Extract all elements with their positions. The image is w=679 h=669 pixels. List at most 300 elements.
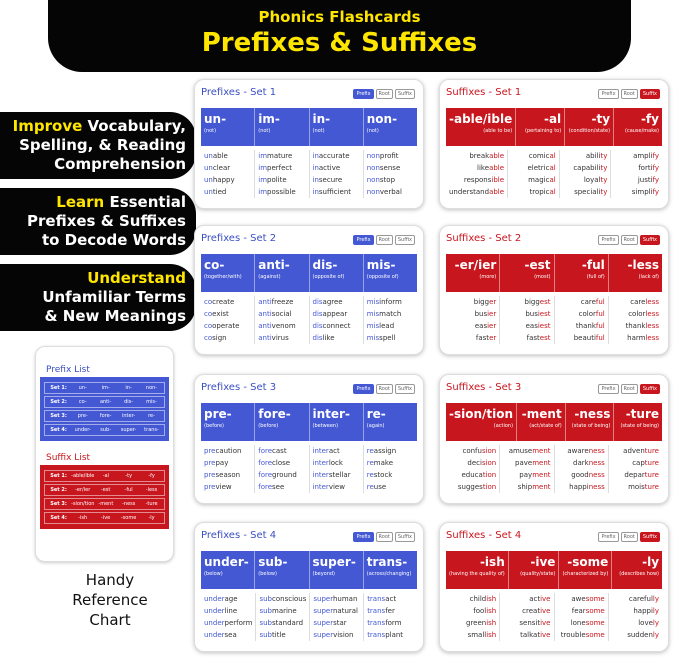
word-suffix: est	[539, 334, 551, 342]
word-column	[446, 445, 500, 493]
word-column	[364, 296, 417, 344]
example-word	[259, 629, 306, 641]
reference-row	[44, 498, 165, 510]
example-word	[313, 469, 360, 481]
example-word	[503, 457, 550, 469]
affix-meaning: (pertaining to)	[525, 128, 562, 134]
affix-meaning: (action)	[493, 423, 514, 429]
example-word	[449, 593, 496, 605]
affix-column	[609, 254, 662, 292]
set-label: Set 1:	[50, 473, 67, 479]
word-root: loyal	[583, 176, 601, 184]
affix-column	[201, 254, 255, 292]
word-root: eas	[474, 322, 488, 330]
legend-prefix: Prefix	[353, 384, 373, 394]
affix-meaning: (beyond)	[312, 571, 336, 577]
example-word	[558, 457, 605, 469]
word-suffix: less	[645, 298, 659, 306]
word-root: stop	[379, 176, 396, 184]
affix-column	[310, 551, 364, 589]
prefix-flashcard	[194, 79, 424, 209]
word-prefix: re	[366, 447, 374, 455]
example-word	[612, 617, 659, 629]
affix-column	[446, 403, 517, 441]
affix-meaning: (describes how)	[619, 571, 660, 577]
word-prefix: under	[204, 595, 225, 603]
word-suffix: al	[549, 152, 556, 160]
word-root: confu	[462, 447, 482, 455]
word-root: act	[385, 595, 397, 603]
word-column	[611, 150, 662, 198]
word-suffix: ture	[644, 471, 659, 479]
example-word	[313, 457, 360, 469]
word-prefix: im	[258, 176, 268, 184]
word-root: create	[212, 298, 235, 306]
word-suffix: ier	[487, 310, 497, 318]
word-root: possible	[267, 188, 296, 196]
example-word	[367, 332, 414, 344]
word-prefix: inter	[312, 447, 329, 455]
word-column	[201, 296, 255, 344]
word-root: able	[212, 152, 228, 160]
word-column	[500, 445, 554, 493]
affix-item: sub-	[100, 427, 112, 433]
affix-meaning: (below)	[204, 571, 223, 577]
caption-line: Reference	[72, 591, 148, 609]
example-word	[449, 162, 504, 174]
word-root: eletric	[527, 164, 550, 172]
word-prefix: non	[366, 164, 380, 172]
word-prefix: non	[366, 176, 380, 184]
set-label: Set 2:	[50, 399, 67, 405]
affix-heading: -sion/tion	[449, 407, 514, 421]
affix-item: dis-	[124, 399, 134, 405]
word-suffix: ful	[595, 310, 605, 318]
example-word	[558, 296, 605, 308]
word-prefix: inter	[312, 459, 329, 467]
set-label: Set 3:	[50, 501, 67, 507]
example-word	[313, 332, 360, 344]
affix-column	[364, 254, 417, 292]
legend-root: Root	[621, 235, 638, 245]
word-root: sugges	[457, 483, 483, 491]
word-suffix: sion	[481, 447, 497, 455]
word-column	[609, 445, 662, 493]
word-column	[555, 296, 609, 344]
example-word	[258, 186, 305, 198]
example-word	[313, 481, 360, 493]
word-suffix: ment	[532, 459, 551, 467]
word-root: sudden	[627, 631, 653, 639]
word-prefix: super	[313, 595, 333, 603]
word-root: assign	[373, 447, 397, 455]
word-suffix: er	[489, 334, 497, 342]
affix-heading: sub-	[258, 555, 288, 569]
word-suffix: al	[549, 176, 556, 184]
word-root: bus	[474, 310, 488, 318]
word-prefix: trans	[367, 631, 386, 639]
word-root: happi	[569, 483, 589, 491]
affix-item: -er/ier	[75, 487, 91, 493]
word-list	[201, 150, 417, 198]
affix-column	[516, 108, 565, 146]
word-root: lone	[570, 619, 586, 627]
banner-title: Prefixes & Suffixes	[201, 28, 478, 58]
affix-column	[364, 551, 417, 589]
word-root: make	[373, 459, 394, 467]
word-root: fear	[571, 607, 586, 615]
word-root: justi	[637, 176, 653, 184]
word-prefix: un	[204, 164, 213, 172]
word-root: fast	[526, 334, 540, 342]
affix-heading: -ture	[625, 407, 660, 421]
word-prefix: dis	[312, 322, 323, 330]
affix-column	[364, 108, 417, 146]
word-suffix: some	[585, 619, 605, 627]
word-column	[255, 296, 309, 344]
legend-suffix: Suffix	[395, 89, 415, 99]
affix-item: super-	[120, 427, 137, 433]
word-root: fast	[475, 334, 490, 342]
word-suffix: less	[645, 322, 659, 330]
word-root: social	[271, 310, 292, 318]
affix-item: -less	[145, 487, 158, 493]
example-word	[367, 629, 414, 641]
word-root: awe	[571, 595, 586, 603]
word-prefix: fore	[258, 447, 273, 455]
word-root: color	[628, 310, 646, 318]
word-suffix: ier	[487, 322, 497, 330]
word-root: creat	[522, 607, 541, 615]
word-root: sensit	[519, 619, 541, 627]
affix-column	[517, 403, 566, 441]
affix-item: mis-	[146, 399, 157, 405]
word-suffix: ful	[595, 334, 605, 342]
example-word	[313, 605, 360, 617]
example-word	[449, 617, 496, 629]
benefit-improve	[0, 112, 196, 179]
word-column	[201, 445, 255, 493]
example-word	[449, 469, 496, 481]
reference-row	[44, 470, 165, 482]
word-prefix: re	[366, 483, 374, 491]
word-root: amuse	[508, 447, 533, 455]
example-word	[563, 162, 608, 174]
affix-item: in-	[125, 385, 132, 391]
word-root: exist	[212, 310, 229, 318]
benefit-learn	[0, 188, 196, 255]
affix-meaning: (act/state of)	[529, 423, 562, 429]
word-prefix: under	[204, 607, 225, 615]
affix-item: inter-	[122, 413, 136, 419]
example-word	[258, 445, 305, 457]
affix-meaning: (having the quality of)	[449, 571, 505, 577]
example-word	[204, 617, 252, 629]
word-column	[364, 150, 417, 198]
word-prefix: sub	[259, 619, 272, 627]
word-root: spell	[379, 334, 396, 342]
affix-meaning: (not)	[204, 128, 217, 134]
word-root: stellar	[328, 471, 351, 479]
word-root: conscious	[272, 595, 307, 603]
affix-item: fore-	[99, 413, 112, 419]
legend-prefix: Prefix	[353, 89, 373, 99]
example-word	[612, 332, 659, 344]
word-suffix: ment	[532, 447, 551, 455]
word-root: thank	[575, 322, 596, 330]
word-suffix: ly	[652, 631, 659, 639]
word-root: pave	[515, 459, 533, 467]
benefit-text: to Decode Words	[41, 231, 186, 249]
word-column	[560, 150, 612, 198]
affix-item: -ful	[124, 487, 133, 493]
example-word	[204, 445, 251, 457]
word-prefix: co	[204, 334, 213, 342]
example-word	[503, 308, 550, 320]
example-word	[503, 593, 550, 605]
affix-item: trans-	[144, 427, 159, 433]
word-column	[310, 445, 364, 493]
affix-heading: pre-	[204, 407, 232, 421]
legend-prefix: Prefix	[353, 532, 373, 542]
affix-meaning: (again)	[366, 423, 385, 429]
set-label: Set 2:	[50, 487, 67, 493]
word-column	[555, 593, 609, 641]
word-root: close	[272, 459, 291, 467]
word-root: perfect	[267, 164, 293, 172]
legend-suffix: Suffix	[395, 235, 415, 245]
example-word	[558, 481, 605, 493]
set-label: Set 4:	[50, 515, 67, 521]
word-root: natural	[332, 607, 358, 615]
affix-column	[255, 108, 309, 146]
legend-tags	[353, 532, 415, 542]
word-root: inform	[379, 298, 402, 306]
word-suffix: al	[549, 164, 556, 172]
word-root: talkat	[520, 631, 541, 639]
affix-header-band	[201, 551, 417, 589]
prefix-flashcard	[194, 225, 424, 355]
example-word	[558, 469, 605, 481]
legend-root: Root	[621, 89, 638, 99]
word-prefix: inter	[312, 483, 329, 491]
example-word	[367, 605, 414, 617]
word-root: care	[630, 298, 646, 306]
affix-header-band	[201, 108, 417, 146]
example-word	[204, 593, 252, 605]
example-word	[367, 296, 414, 308]
word-root: tied	[212, 188, 227, 196]
example-word	[511, 162, 556, 174]
word-suffix: able	[489, 152, 505, 160]
affix-heading: -est	[524, 258, 551, 272]
word-root: bus	[525, 310, 538, 318]
benefit-text: Comprehension	[54, 155, 186, 173]
word-column	[255, 150, 309, 198]
example-word	[612, 296, 659, 308]
affix-item: -est	[100, 487, 111, 493]
example-word	[204, 457, 251, 469]
word-root: pay	[519, 471, 533, 479]
example-word	[612, 605, 659, 617]
affix-item: co-	[78, 399, 87, 405]
example-word	[614, 150, 659, 162]
word-root: educa	[461, 471, 483, 479]
word-prefix: mis	[366, 310, 380, 318]
affix-heading: super-	[312, 555, 356, 569]
example-word	[612, 457, 659, 469]
affix-column	[612, 551, 662, 589]
affix-column	[255, 551, 309, 589]
example-word	[313, 593, 360, 605]
word-prefix: in	[312, 152, 319, 160]
prefix-list-title: Prefix List	[46, 365, 90, 375]
affix-column	[201, 403, 255, 441]
word-root: mature	[267, 152, 293, 160]
word-root: cast	[272, 447, 287, 455]
example-word	[367, 162, 414, 174]
example-word	[614, 174, 659, 186]
affix-item: -ly	[148, 515, 155, 521]
example-word	[449, 320, 496, 332]
affix-column	[446, 551, 509, 589]
example-word	[563, 186, 608, 198]
affix-heading: -ive	[530, 555, 556, 569]
affix-heading: -ness	[574, 407, 611, 421]
word-root: depar	[624, 471, 645, 479]
word-column	[201, 593, 256, 641]
suffix-flashcard	[439, 522, 669, 652]
word-prefix: under	[204, 619, 225, 627]
example-word	[204, 481, 251, 493]
example-word	[367, 186, 414, 198]
example-word	[612, 481, 659, 493]
example-word	[204, 162, 251, 174]
word-root: title	[272, 631, 286, 639]
word-root: sufficient	[318, 188, 352, 196]
example-word	[503, 629, 550, 641]
word-root: abili	[585, 152, 601, 160]
word-suffix: ly	[652, 607, 659, 615]
word-prefix: sub	[259, 631, 272, 639]
affix-meaning: (across/changing)	[366, 571, 412, 577]
example-word	[563, 150, 608, 162]
card-title: Prefixes - Set 1	[201, 87, 277, 98]
affix-heading: -ty	[591, 112, 611, 126]
legend-suffix: Suffix	[640, 384, 660, 394]
word-root: child	[469, 595, 487, 603]
word-root: connect	[322, 322, 351, 330]
example-word	[449, 186, 504, 198]
reference-row	[44, 484, 165, 496]
affix-item: under-	[74, 427, 91, 433]
word-prefix: super	[313, 631, 334, 639]
word-suffix: ness	[588, 471, 605, 479]
example-word	[449, 150, 504, 162]
legend-prefix: Prefix	[353, 235, 373, 245]
example-word	[449, 296, 496, 308]
word-root: care	[580, 298, 596, 306]
word-prefix: trans	[367, 619, 386, 627]
word-suffix: fy	[652, 188, 660, 196]
reference-row	[44, 512, 165, 524]
legend-root: Root	[376, 532, 393, 542]
word-prefix: im	[258, 188, 268, 196]
affix-heading: fore-	[258, 407, 291, 421]
word-column	[500, 296, 554, 344]
word-root: clear	[212, 164, 231, 172]
affix-heading: -er/ier	[454, 258, 497, 272]
word-suffix: ment	[532, 471, 551, 479]
word-root: happi	[633, 607, 653, 615]
word-prefix: non	[366, 152, 380, 160]
word-root: view	[215, 483, 232, 491]
word-suffix: ish	[486, 595, 497, 603]
word-root: aware	[567, 447, 589, 455]
word-prefix: sub	[259, 607, 272, 615]
legend-prefix: Prefix	[598, 89, 618, 99]
affix-item: -able/ible	[71, 473, 95, 479]
word-root: cap	[632, 459, 645, 467]
word-root: use	[373, 483, 387, 491]
example-word	[367, 320, 414, 332]
word-root: love	[638, 619, 653, 627]
word-prefix: mis	[366, 334, 380, 342]
word-root: respons	[463, 176, 492, 184]
reference-row	[44, 396, 165, 408]
word-prefix: dis	[312, 310, 323, 318]
word-prefix: anti	[258, 322, 272, 330]
word-column	[555, 445, 609, 493]
word-root: tropic	[529, 188, 550, 196]
caption-line: Handy	[85, 571, 135, 589]
word-root: standard	[272, 619, 304, 627]
word-root: act	[328, 447, 340, 455]
word-prefix: dis	[312, 334, 323, 342]
word-prefix: anti	[258, 310, 272, 318]
affix-column	[614, 403, 662, 441]
example-word	[204, 320, 251, 332]
example-word	[313, 308, 360, 320]
word-root: profit	[379, 152, 399, 160]
word-column	[508, 150, 560, 198]
word-prefix: pre	[204, 447, 216, 455]
word-suffix: sion	[481, 459, 497, 467]
word-suffix: er	[489, 298, 497, 306]
benefit-text: Prefixes & Suffixes	[27, 212, 186, 230]
affix-column	[614, 108, 662, 146]
word-root: like	[477, 164, 490, 172]
word-suffix: ly	[652, 595, 659, 603]
word-suffix: ness	[588, 483, 605, 491]
legend-suffix: Suffix	[640, 235, 660, 245]
benefit-highlight: Learn	[56, 193, 105, 211]
affix-meaning: (most)	[534, 274, 551, 280]
affix-column	[446, 254, 500, 292]
word-list	[446, 593, 662, 641]
example-word	[313, 174, 360, 186]
affix-heading: im-	[258, 112, 280, 126]
word-suffix: ty	[600, 176, 608, 184]
example-word	[367, 481, 414, 493]
word-prefix: pre	[204, 471, 216, 479]
affix-meaning: (not)	[312, 128, 325, 134]
benefit-highlight: Improve	[12, 117, 83, 135]
word-suffix: ible	[491, 176, 505, 184]
legend-prefix: Prefix	[598, 384, 618, 394]
affix-heading: re-	[366, 407, 386, 421]
affix-column	[255, 403, 309, 441]
